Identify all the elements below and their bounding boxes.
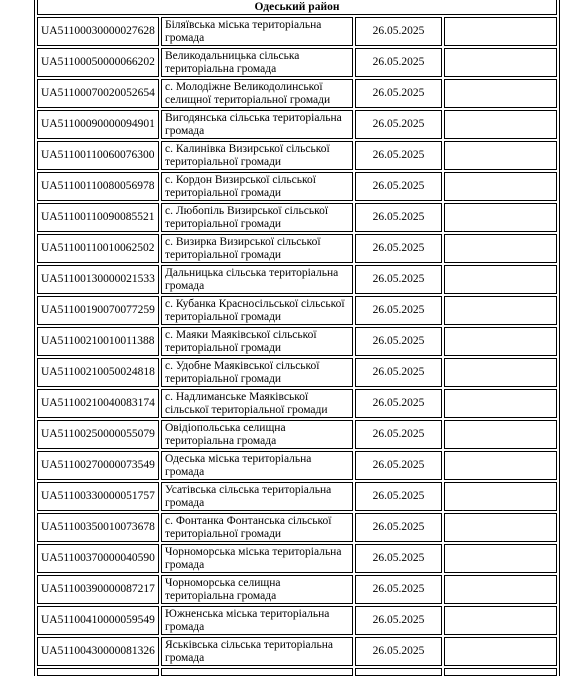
empty-cell [444,48,557,77]
date-cell: 26.05.2025 [355,606,442,635]
name-cell: с. Визирка Визирської сільської територіальної громади [161,234,353,263]
table-row [37,110,557,139]
date-cell: 26.05.2025 [355,265,442,294]
table-row [37,451,557,480]
empty-cell [444,172,557,201]
code-cell: UA51100390000087217 [37,575,159,604]
empty-cell [444,513,557,542]
empty-cell [444,420,557,449]
empty-cell [355,668,442,676]
date-cell: 26.05.2025 [355,451,442,480]
table-row [37,296,557,325]
empty-cell [444,265,557,294]
table-row [37,265,557,294]
table-row [37,513,557,542]
empty-cell [444,203,557,232]
code-cell: UA51100090000094901 [37,110,159,139]
code-cell: UA51100110090085521 [37,203,159,232]
name-cell: Біляївська міська територіальна громада [161,17,353,46]
date-cell: 26.05.2025 [355,110,442,139]
empty-cell [444,79,557,108]
code-cell: UA51100210050024818 [37,358,159,387]
code-cell: UA51100350010073678 [37,513,159,542]
empty-cell [444,17,557,46]
name-cell: Южненська міська територіальна громада [161,606,353,635]
code-cell: UA51100030000027628 [37,17,159,46]
empty-cell [444,668,557,676]
name-cell: Великодальницька сільська територіальна громада [161,48,353,77]
table-row [37,637,557,666]
table-body [37,0,557,676]
table-row [37,389,557,418]
date-cell: 26.05.2025 [355,482,442,511]
date-cell: 26.05.2025 [355,79,442,108]
empty-cell [37,668,159,676]
code-cell: UA51100190070077259 [37,296,159,325]
code-cell: UA51100210040083174 [37,389,159,418]
date-cell: 26.05.2025 [355,358,442,387]
empty-cell [444,110,557,139]
date-cell: 26.05.2025 [355,637,442,666]
table-row [37,141,557,170]
code-cell: UA51100370000040590 [37,544,159,573]
date-cell: 26.05.2025 [355,544,442,573]
code-cell: UA51100410000059549 [37,606,159,635]
code-cell: UA51100110060076300 [37,141,159,170]
empty-cell [161,668,353,676]
empty-cell [444,544,557,573]
date-cell: 26.05.2025 [355,172,442,201]
date-cell: 26.05.2025 [355,513,442,542]
name-cell: Овідіопольська селищна територіальна громада [161,420,353,449]
table-row [37,420,557,449]
territories-table [34,0,560,676]
name-cell: с. Любопіль Визирської сільської територіальної громади [161,203,353,232]
date-cell: 26.05.2025 [355,234,442,263]
date-cell: 26.05.2025 [355,420,442,449]
empty-cell [444,327,557,356]
code-cell: UA51100210010011388 [37,327,159,356]
table-row-partial [37,668,557,676]
name-cell: Чорноморська міська територіальна громада [161,544,353,573]
empty-cell [444,389,557,418]
empty-cell [444,141,557,170]
empty-cell [444,234,557,263]
date-cell: 26.05.2025 [355,203,442,232]
table-row [37,606,557,635]
name-cell: с. Кордон Визирської сільської територіальної громади [161,172,353,201]
name-cell: с. Кубанка Красносільської сільської територіальної громади [161,296,353,325]
date-cell: 26.05.2025 [355,296,442,325]
empty-cell [444,358,557,387]
date-cell: 26.05.2025 [355,575,442,604]
code-cell: UA51100430000081326 [37,637,159,666]
table-row [37,544,557,573]
table-row [37,358,557,387]
name-cell: с. Маяки Маяківської сільської територіальної громади [161,327,353,356]
empty-cell [444,637,557,666]
empty-cell [444,482,557,511]
name-cell: с. Удобне Маяківської сільської територіальної громади [161,358,353,387]
table-row [37,48,557,77]
empty-cell [444,451,557,480]
name-cell: Дальницька сільська територіальна громада [161,265,353,294]
table-row [37,17,557,46]
table-row [37,203,557,232]
name-cell: с. Молодіжне Великодолинської селищної територіальної громади [161,79,353,108]
region-header-row [37,0,557,15]
empty-cell [444,606,557,635]
table-row [37,172,557,201]
name-cell: Яськівська сільська територіальна громада [161,637,353,666]
date-cell: 26.05.2025 [355,17,442,46]
date-cell: 26.05.2025 [355,389,442,418]
date-cell: 26.05.2025 [355,141,442,170]
table-row [37,234,557,263]
name-cell: с. Калинівка Визирської сільської територіальної громади [161,141,353,170]
table-row [37,575,557,604]
code-cell: UA51100050000066202 [37,48,159,77]
empty-cell [444,575,557,604]
code-cell: UA51100250000055079 [37,420,159,449]
table-row [37,327,557,356]
name-cell: Одеська міська територіальна громада [161,451,353,480]
table-row [37,79,557,108]
date-cell: 26.05.2025 [355,327,442,356]
code-cell: UA51100110080056978 [37,172,159,201]
code-cell: UA51100070020052654 [37,79,159,108]
code-cell: UA51100130000021533 [37,265,159,294]
code-cell: UA51100270000073549 [37,451,159,480]
region-title: Одеський район [37,0,557,15]
name-cell: Чорноморська селищна територіальна громада [161,575,353,604]
empty-cell [444,296,557,325]
table-row [37,482,557,511]
code-cell: UA51100330000051757 [37,482,159,511]
date-cell: 26.05.2025 [355,48,442,77]
name-cell: с. Фонтанка Фонтанська сільської територіальної громади [161,513,353,542]
code-cell: UA51100110010062502 [37,234,159,263]
name-cell: с. Надлиманське Маяківської сільської територіальної громади [161,389,353,418]
name-cell: Вигодянська сільська територіальна громада [161,110,353,139]
name-cell: Усатівська сільська територіальна громада [161,482,353,511]
